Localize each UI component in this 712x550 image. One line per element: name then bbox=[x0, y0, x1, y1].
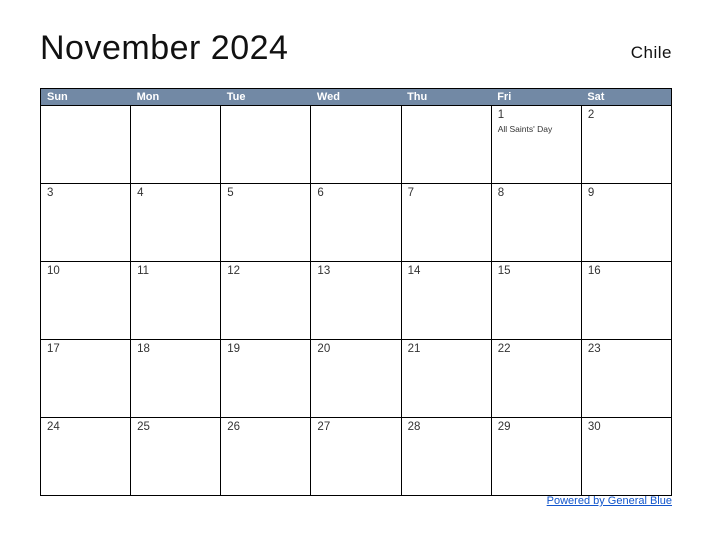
day-number: 12 bbox=[227, 265, 241, 277]
page-title: November 2024 bbox=[40, 29, 289, 67]
day-cell-12 bbox=[221, 262, 311, 340]
week-row bbox=[41, 418, 672, 496]
footer bbox=[547, 491, 672, 509]
day-number: 21 bbox=[407, 343, 421, 355]
day-cell-28 bbox=[401, 418, 491, 496]
weekday-header-wed: Wed bbox=[311, 89, 401, 106]
day-number: 26 bbox=[227, 421, 241, 433]
day-number: 7 bbox=[407, 187, 414, 199]
day-cell-11 bbox=[131, 262, 221, 340]
event-label: All Saints' Day bbox=[497, 123, 553, 134]
day-cell-24 bbox=[41, 418, 131, 496]
country-label: Chile bbox=[630, 43, 672, 63]
day-number: 17 bbox=[47, 343, 60, 355]
day-cell-empty bbox=[401, 106, 491, 184]
day-cell-empty bbox=[221, 106, 311, 184]
page-header bbox=[40, 30, 672, 67]
weekday-header-row bbox=[41, 89, 672, 106]
day-number: 24 bbox=[47, 421, 60, 433]
week-row bbox=[41, 262, 672, 340]
weekday-header-sun: Sun bbox=[41, 89, 131, 106]
day-number: 11 bbox=[137, 265, 150, 277]
day-number: 25 bbox=[137, 421, 150, 433]
weekday-header-thu: Thu bbox=[401, 89, 491, 106]
weekday-header-fri: Fri bbox=[491, 89, 581, 106]
day-cell-14 bbox=[401, 262, 491, 340]
day-number: 1 bbox=[497, 109, 505, 121]
week-row bbox=[41, 340, 672, 418]
day-cell-9 bbox=[581, 184, 671, 262]
powered-by-link[interactable]: Powered by General Blue bbox=[546, 495, 672, 507]
day-cell-18 bbox=[131, 340, 221, 418]
day-cell-16 bbox=[581, 262, 671, 340]
day-cell-26 bbox=[221, 418, 311, 496]
week-row bbox=[41, 184, 672, 262]
day-number: 3 bbox=[47, 187, 54, 199]
day-cell-8 bbox=[491, 184, 581, 262]
day-cell-20 bbox=[311, 340, 401, 418]
weekday-header-mon: Mon bbox=[131, 89, 221, 106]
day-cell-30 bbox=[581, 418, 671, 496]
day-cell-empty bbox=[131, 106, 221, 184]
day-cell-10 bbox=[41, 262, 131, 340]
day-cell-1 bbox=[491, 106, 581, 184]
day-number: 14 bbox=[407, 265, 421, 277]
day-cell-21 bbox=[401, 340, 491, 418]
day-cell-25 bbox=[131, 418, 221, 496]
day-number: 27 bbox=[317, 421, 331, 433]
calendar-table bbox=[40, 88, 672, 496]
day-number: 5 bbox=[227, 187, 234, 199]
day-cell-7 bbox=[401, 184, 491, 262]
day-cell-2 bbox=[581, 106, 671, 184]
day-cell-22 bbox=[491, 340, 581, 418]
day-number: 20 bbox=[317, 343, 331, 355]
day-number: 9 bbox=[587, 187, 595, 199]
day-cell-3 bbox=[41, 184, 131, 262]
day-number: 10 bbox=[47, 265, 60, 277]
day-cell-empty bbox=[311, 106, 401, 184]
day-cell-19 bbox=[221, 340, 311, 418]
day-number: 19 bbox=[227, 343, 241, 355]
day-number: 22 bbox=[497, 343, 511, 355]
day-cell-13 bbox=[311, 262, 401, 340]
day-cell-15 bbox=[491, 262, 581, 340]
day-cell-4 bbox=[131, 184, 221, 262]
day-number: 15 bbox=[497, 265, 511, 277]
week-row bbox=[41, 106, 672, 184]
day-number: 28 bbox=[407, 421, 421, 433]
day-cell-5 bbox=[221, 184, 311, 262]
day-number: 13 bbox=[317, 265, 331, 277]
weekday-header-tue: Tue bbox=[221, 89, 311, 106]
day-number: 18 bbox=[137, 343, 150, 355]
day-number: 30 bbox=[587, 421, 601, 433]
day-cell-17 bbox=[41, 340, 131, 418]
day-cell-29 bbox=[491, 418, 581, 496]
day-cell-23 bbox=[581, 340, 671, 418]
weekday-header-sat: Sat bbox=[581, 89, 671, 106]
day-number: 4 bbox=[137, 187, 144, 199]
day-number: 2 bbox=[587, 109, 595, 121]
day-number: 6 bbox=[317, 187, 324, 199]
day-number: 23 bbox=[587, 343, 601, 355]
day-cell-empty bbox=[41, 106, 131, 184]
day-cell-6 bbox=[311, 184, 401, 262]
day-number: 8 bbox=[497, 187, 505, 199]
day-cell-27 bbox=[311, 418, 401, 496]
day-number: 16 bbox=[587, 265, 601, 277]
day-number: 29 bbox=[497, 421, 511, 433]
